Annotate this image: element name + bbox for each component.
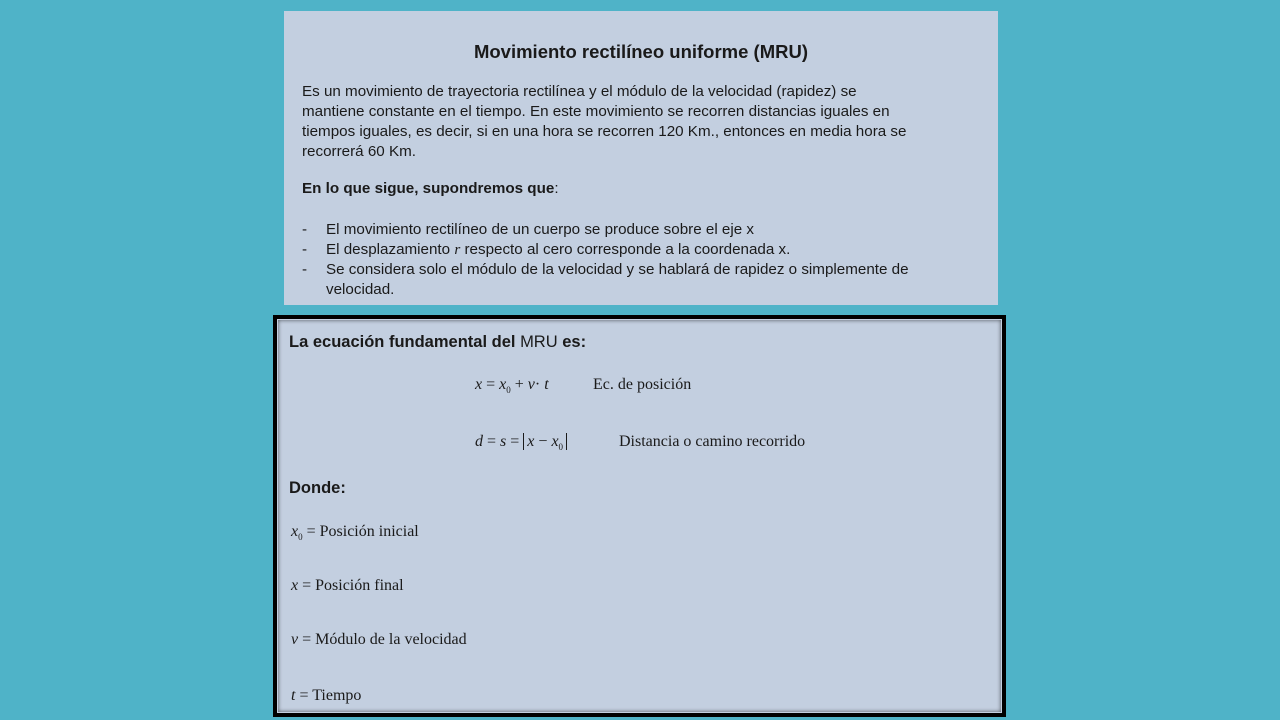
equation-card-frame	[273, 315, 1006, 717]
assumptions-lead	[302, 180, 559, 197]
bullet-text-post: respecto al cero corresponde a la coordenada x.	[460, 241, 791, 258]
def-symbol: t	[291, 687, 296, 704]
equals-sign: =	[506, 433, 524, 450]
assumptions-lead-bold: En lo que sigue, supondremos que	[302, 180, 555, 197]
def-text: = Tiempo	[295, 687, 362, 704]
bullet-text-line1: Se considera solo el módulo de la velocidad y se hablará de rapidez o simplemente de	[326, 261, 909, 278]
bullet-text-line2: velocidad.	[326, 281, 395, 298]
list-item	[302, 220, 992, 240]
bullet-text	[326, 240, 992, 260]
bullet-dash: -	[302, 261, 308, 278]
definition-x	[291, 577, 404, 595]
bullet-dash: -	[302, 241, 308, 258]
paragraph-line: Es un movimiento de trayectoria rectilínea y el módulo de la velocidad (rapidez) se	[302, 83, 857, 100]
var-x: x	[527, 433, 535, 450]
bullet-text: El movimiento rectilíneo de un cuerpo se produce sobre el eje x	[326, 221, 755, 238]
def-subscript: 0	[298, 532, 303, 543]
position-equation-label: Ec. de posición	[593, 376, 692, 393]
assumptions-list	[302, 220, 992, 300]
var-t: t	[544, 376, 549, 393]
bullet-text-pre: El desplazamiento	[326, 241, 455, 258]
list-item	[302, 240, 992, 260]
equation-card	[278, 320, 1001, 712]
heading-bold-part: La ecuación fundamental del	[289, 333, 521, 351]
heading-bold-end: es:	[557, 333, 587, 351]
dot-operator: ·	[534, 376, 545, 393]
card-title: Movimiento rectilíneo uniforme (MRU)	[473, 41, 809, 62]
subscript-0: 0	[558, 442, 564, 453]
bullet-text	[326, 260, 992, 300]
distance-equation-label: Distancia o camino recorrido	[619, 433, 806, 450]
subscript-0: 0	[506, 385, 511, 396]
def-symbol: x	[291, 577, 299, 594]
var-x0: x	[551, 433, 559, 450]
def-text: = Posición final	[298, 577, 404, 594]
def-text: = Módulo de la velocidad	[298, 631, 467, 648]
donde-heading: Donde:	[289, 479, 346, 497]
distance-equation	[475, 433, 567, 452]
def-symbol: x	[291, 523, 299, 540]
position-equation	[475, 376, 549, 395]
paragraph-line: recorrerá 60 Km.	[302, 143, 416, 160]
var-d: d	[475, 433, 483, 450]
var-x: x	[475, 376, 483, 393]
paragraph-line: mantiene constante en el tiempo. En este movimiento se recorren distancias iguales en	[302, 103, 890, 120]
equals-sign: =	[483, 433, 501, 450]
definition-v	[291, 631, 467, 649]
definition-paragraph	[302, 82, 992, 162]
plus-sign: +	[510, 376, 528, 393]
equation-heading	[289, 333, 586, 352]
equals-sign: =	[482, 376, 500, 393]
var-s: s	[500, 433, 507, 450]
definition-t	[291, 687, 361, 705]
def-text: = Posición inicial	[302, 523, 419, 540]
minus-sign: −	[534, 433, 552, 450]
absolute-value	[523, 433, 567, 453]
mru-definition-card	[284, 11, 998, 305]
var-x0: x	[499, 376, 507, 393]
definition-x0	[291, 523, 419, 542]
def-symbol: v	[291, 631, 299, 648]
heading-mru: MRU	[520, 333, 558, 351]
var-v: v	[527, 376, 535, 393]
displacement-symbol: r	[454, 241, 461, 258]
list-item	[302, 260, 992, 300]
assumptions-lead-colon: :	[554, 180, 559, 197]
bullet-dash: -	[302, 221, 308, 238]
paragraph-line: tiempos iguales, es decir, si en una hora se recorren 120 Km., entonces en media hora se	[302, 123, 907, 140]
